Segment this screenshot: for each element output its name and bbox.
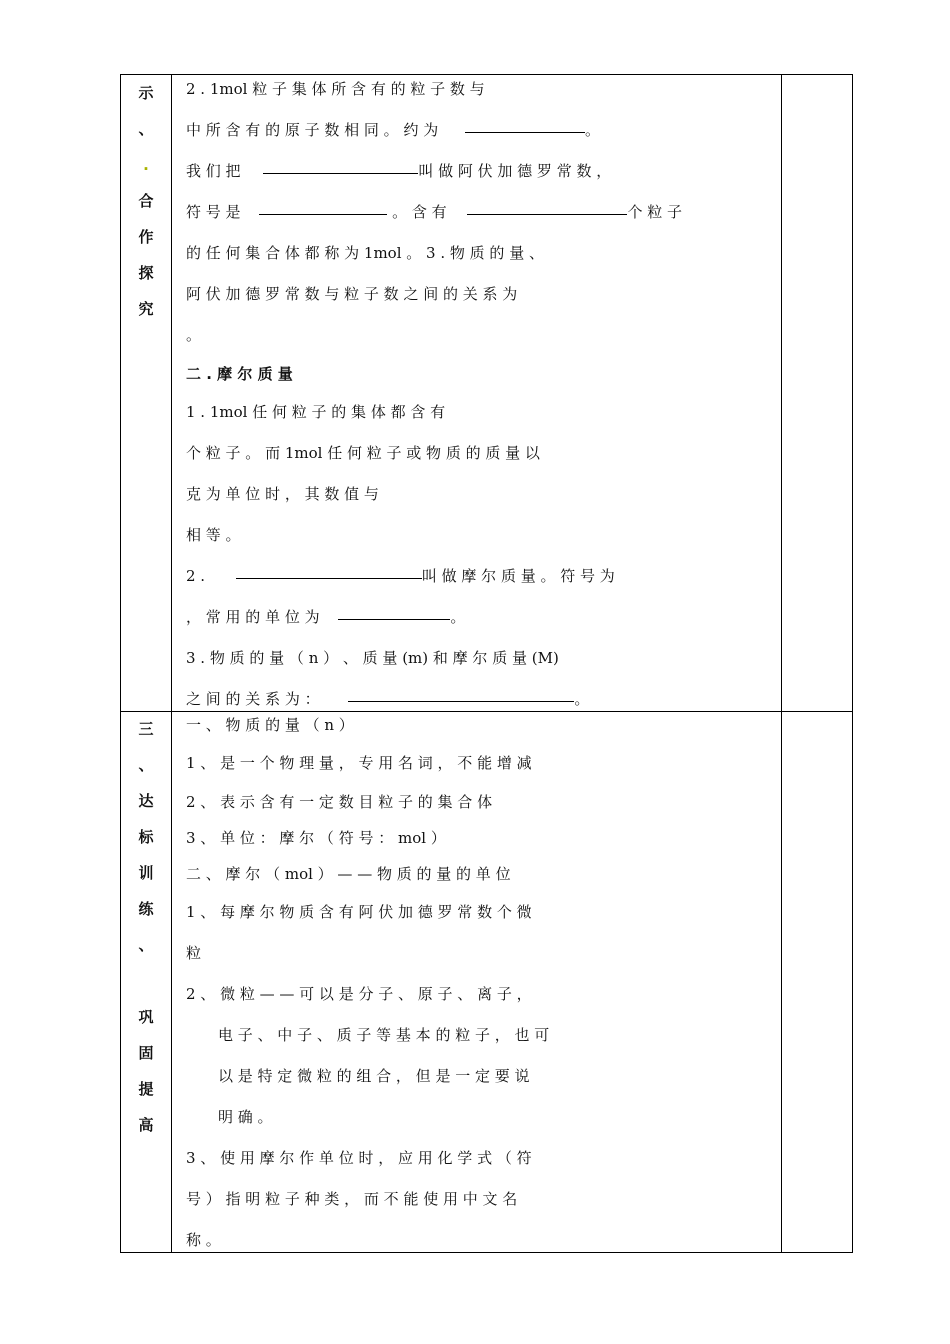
text-line: 1 . 1mol 任 何 粒 子 的 集 体 都 含 有	[186, 403, 446, 421]
text-line: 2 、 微 粒 — — 可 以 是 分 子 、 原 子 、 离 子 ，	[186, 985, 532, 1003]
text-line: 2 . 1mol 粒 子 集 体 所 含 有 的 粒 子 数 与	[186, 80, 485, 98]
section1-side-label: 示 、 . 合 作 探 究	[138, 84, 154, 318]
text-line: 阿 伏 加 德 罗 常 数 与 粒 子 数 之 间 的 关 系 为	[186, 285, 518, 303]
fill-blank[interactable]	[465, 112, 585, 133]
fill-blank[interactable]	[338, 599, 450, 620]
text-line: 2 、 表 示 含 有 一 定 数 目 粒 子 的 集 合 体	[186, 793, 493, 811]
text-line: 克 为 单 位 时 ， 其 数 值 与	[186, 485, 379, 503]
text-line: 我 们 把 叫 做 阿 伏 加 德 罗 常 数 ，	[186, 151, 764, 192]
text-line: 3 . 物 质 的 量 （ n ） 、 质 量 (m) 和 摩 尔 质 量 (M)	[186, 649, 559, 667]
fill-blank[interactable]	[259, 194, 387, 215]
section-heading: 二 . 摩 尔 质 量	[186, 365, 293, 383]
fill-blank[interactable]	[467, 194, 627, 215]
text-line: 2 . 叫 做 摩 尔 质 量 。 符 号 为	[186, 556, 764, 597]
text-line: 以 是 特 定 微 粒 的 组 合 ， 但 是 一 定 要 说	[218, 1067, 530, 1085]
text-line: 一 、 物 质 的 量 （ n ）	[186, 716, 354, 734]
text-line: 电 子 、 中 子 、 质 子 等 基 本 的 粒 子 ， 也 可	[218, 1026, 550, 1044]
text-line: 1 、 是 一 个 物 理 量 ， 专 用 名 词 ， 不 能 增 减	[186, 754, 532, 772]
text-line: 。	[186, 326, 202, 344]
text-line: 3 、 使 用 摩 尔 作 单 位 时 ， 应 用 化 学 式 （ 符	[186, 1149, 532, 1167]
column-divider-right	[781, 75, 782, 1252]
column-divider-left	[171, 75, 172, 1252]
text-line: 之 间 的 关 系 为 ： 。	[186, 679, 764, 720]
fill-blank[interactable]	[348, 681, 574, 702]
fill-blank[interactable]	[263, 153, 418, 174]
text-line: 的 任 何 集 合 体 都 称 为 1mol 。 3 . 物 质 的 量 、	[186, 244, 544, 262]
worksheet-table	[120, 74, 853, 1253]
text-line: 中 所 含 有 的 原 子 数 相 同 。 约 为 。	[186, 110, 764, 151]
text-line: 1 、 每 摩 尔 物 质 含 有 阿 伏 加 德 罗 常 数 个 微	[186, 903, 532, 921]
text-line: ， 常 用 的 单 位 为 。	[186, 597, 764, 638]
text-line: 相 等 。	[186, 526, 241, 544]
section2-side-label: 三 、 达 标 训 练 、 巩 固 提 高	[138, 720, 154, 1134]
text-line: 个 粒 子 。 而 1mol 任 何 粒 子 或 物 质 的 质 量 以	[186, 444, 540, 462]
section1-body	[186, 69, 764, 720]
section2-body	[186, 707, 764, 1261]
text-line: 二 、 摩 尔 （ mol ） — — 物 质 的 量 的 单 位	[186, 865, 511, 883]
fill-blank[interactable]	[236, 558, 422, 579]
text-line: 号 ） 指 明 粒 子 种 类 ， 而 不 能 使 用 中 文 名	[186, 1190, 518, 1208]
text-line: 粒	[186, 944, 202, 962]
text-line: 3 、 单 位 ： 摩 尔 （ 符 号 ： mol ）	[186, 829, 446, 847]
text-line: 符 号 是 。 含 有 个 粒 子	[186, 192, 764, 233]
text-line: 明 确 。	[218, 1108, 273, 1126]
text-line: 称 。	[186, 1231, 221, 1249]
